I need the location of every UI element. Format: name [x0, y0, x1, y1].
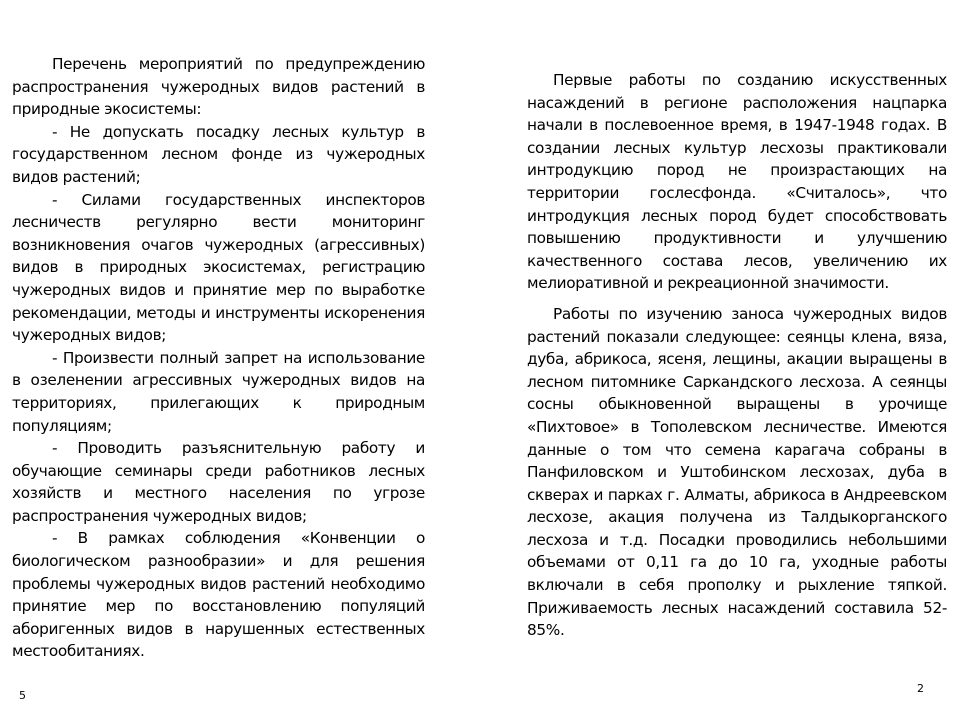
paragraph-first-plantings: Первые работы по созданию искусственных насаждений в регионе расположения нацпарка начали в послевоенное время, в 1947-1948 годах. В создании лесных культур лесхозы практиковали интродукцию пород не произрастающих на территории гослесфонда. «Считалось», что интродукция лесных пород будет способствовать повышению продуктивности и улучшению качественного состава лесов, увеличению их мелиоративной и рекреационной значимости.: [527, 71, 947, 293]
measure-item-4: - Проводить разъяснительную работу и обучающие семинары среди работников лесных хозяйств и местного населения по угрозе распространения чужеродных видов;: [12, 439, 425, 525]
measures-heading: Перечень мероприятий по предупреждению распространения чужеродных видов растений в природные экосистемы:: [12, 55, 425, 119]
paragraph-alien-species-study: Работы по изучению заноса чужеродных видов растений показали следующее: сеянцы клена, вяза, дуба, абрикоса, ясеня, лещины, акации выращены в лесном питомнике Саркандского лесхоза. А сеянцы сосны обыкновенной выращены в урочище «Пихтовое» в Тополевском лесничестве. Имеются данные о том что семена карагача собраны в Панфиловском и Уштобинском лесхозах, дуба в скверах и парках г. Алматы, абрикоса в Андреевском лесхозе, акация получена из Талдыкорганского лесхоза и т.д. Посадки проводились небольшими объемами от 0,11 га до 10 га, уходные работы включали в себя прополку и рыхление тяпкой. Приживаемость лесных насаждений составила 52-85%.: [527, 304, 947, 640]
measure-item-2: - Силами государственных инспекторов лесничеств регулярно вести мониторинг возникновения очагов чужеродных (агрессивных) видов в природных экосистемах, регистрацию чужеродных видов и принятие мер по выработке рекомендации, методы и инструменты искоренения чужеродных видов;: [12, 190, 425, 345]
right-page-number: 2: [917, 682, 924, 695]
measure-item-3: - Произвести полный запрет на использование в озеленении агрессивных чужеродных видов на территориях, прилегающих к природным популяциям;: [12, 348, 425, 435]
measure-item-5: - В рамках соблюдения «Конвенции о биологическом разнообразии» и для решения проблемы чужеродных видов растений необходимо принятие мер по восстановлению популяций аборигенных видов в нарушенных естественных местообитаниях.: [12, 529, 425, 661]
left-page-number: 5: [19, 689, 26, 702]
measure-item-1: - Не допускать посадку лесных культур в государственном лесном фонде из чужеродных видов растений;: [12, 122, 425, 186]
right-page-column: [527, 69, 947, 642]
left-page-column: [12, 53, 425, 663]
